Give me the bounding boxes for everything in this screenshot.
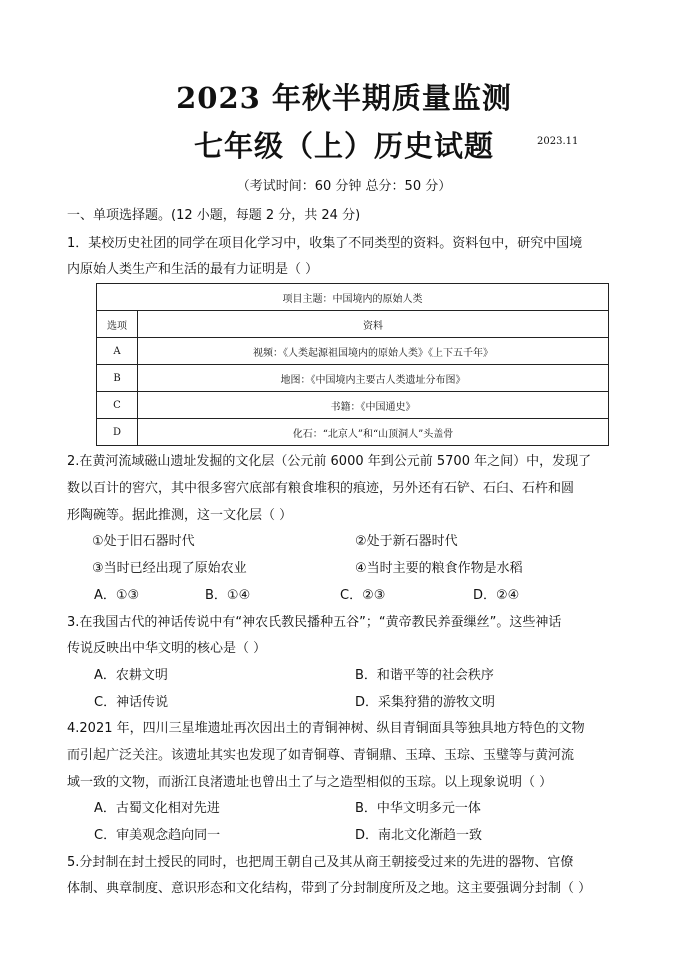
table-row bbox=[97, 311, 609, 338]
q2-item-1: ①处于旧石器时代 bbox=[92, 534, 195, 549]
q3-option-d: D．采集狩猎的游牧文明 bbox=[355, 695, 496, 710]
table-cell-material: 书籍：《中国通史》 bbox=[138, 392, 609, 419]
table-cell-option: B bbox=[97, 365, 138, 392]
q3-option-a: A．农耕文明 bbox=[94, 668, 168, 683]
q2-item-3: ③当时已经出现了原始农业 bbox=[92, 561, 247, 576]
q2-option-b: B．①④ bbox=[205, 588, 251, 603]
table-topic: 项目主题：中国境内的原始人类 bbox=[97, 284, 609, 311]
q4-option-b: B．中华文明多元一体 bbox=[355, 801, 481, 816]
q3-option-c: C．神话传说 bbox=[94, 695, 169, 710]
exam-title: 2023 年秋半期质量监测 bbox=[176, 81, 512, 115]
table-cell-option: A bbox=[97, 338, 138, 365]
question-4-line-3: 域一致的文物，而浙江良渚遗址也曾出土了与之造型相似的玉琮。以上现象说明（ ） bbox=[67, 775, 553, 790]
question-3-line-1: 3.在我国古代的神话传说中有“神农氏教民播种五谷”；“黄帝教民养蚕缫丝”。这些神话 bbox=[67, 615, 562, 630]
question-1-line-1: 1．某校历史社团的同学在项目化学习中，收集了不同类型的资料。资料包中，研究中国境 bbox=[67, 236, 583, 251]
table-cell-material: 视频：《人类起源祖国境内的原始人类》《上下五千年》 bbox=[138, 338, 609, 365]
table-header-material: 资料 bbox=[138, 311, 609, 338]
question-1-line-2: 内原始人类生产和生活的最有力证明是（ ） bbox=[67, 262, 319, 277]
q2-item-2: ②处于新石器时代 bbox=[355, 534, 458, 549]
question-2-line-2: 数以百计的窖穴，其中很多窖穴底部有粮食堆积的痕迹，另外还有石铲、石臼、石杵和圆 bbox=[67, 481, 575, 496]
table-cell-material: 化石：“北京人”和“山顶洞人”头盖骨 bbox=[138, 419, 609, 446]
table-row bbox=[97, 284, 609, 311]
exam-info: （考试时间：60 分钟 总分：50 分） bbox=[236, 179, 452, 194]
table-header-option: 选项 bbox=[97, 311, 138, 338]
question-2-line-3: 形陶碗等。据此推测，这一文化层（ ） bbox=[67, 508, 293, 523]
q4-option-d: D．南北文化渐趋一致 bbox=[355, 828, 483, 843]
table-row bbox=[97, 365, 609, 392]
q3-option-b: B．和谐平等的社会秩序 bbox=[355, 668, 494, 683]
q2-option-a: A．①③ bbox=[94, 588, 140, 603]
table-row bbox=[97, 392, 609, 419]
table-row bbox=[97, 419, 609, 446]
q2-item-4: ④当时主要的粮食作物是水稻 bbox=[355, 561, 523, 576]
exam-subtitle: 七年级（上）历史试题 bbox=[193, 129, 494, 163]
question-2-line-1: 2.在黄河流域磁山遗址发掘的文化层（公元前 6000 年到公元前 5700 年之间）中，发现了 bbox=[67, 454, 592, 469]
exam-date: 2023.11 bbox=[537, 136, 579, 147]
question-5-line-2: 体制、典章制度、意识形态和文化结构，带到了分封制度所及之地。这主要强调分封制（ ） bbox=[67, 881, 592, 896]
section-heading: 一、单项选择题。(12 小题，每题 2 分，共 24 分) bbox=[67, 208, 361, 223]
question-4-line-1: 4.2021 年，四川三星堆遗址再次因出土的青铜神树、纵目青铜面具等独具地方特色的文物 bbox=[67, 721, 585, 736]
question-4-line-2: 而引起广泛关注。该遗址其实也发现了如青铜尊、青铜鼎、玉璋、玉琮、玉璧等与黄河流 bbox=[67, 748, 575, 763]
question-5-line-1: 5.分封制在封土授民的同时，也把周王朝自己及其从商王朝接受过来的先进的器物、官僚 bbox=[67, 855, 574, 870]
table-row bbox=[97, 338, 609, 365]
q4-option-a: A．古蜀文化相对先进 bbox=[94, 801, 220, 816]
q1-source-table bbox=[96, 283, 609, 446]
q2-option-d: D．②④ bbox=[473, 588, 520, 603]
q4-option-c: C．审美观念趋向同一 bbox=[94, 828, 221, 843]
table-cell-option: D bbox=[97, 419, 138, 446]
question-3-line-2: 传说反映出中华文明的核心是（ ） bbox=[67, 641, 267, 656]
table-cell-material: 地图：《中国境内主要古人类遗址分布图》 bbox=[138, 365, 609, 392]
q2-option-c: C．②③ bbox=[340, 588, 386, 603]
table-cell-option: C bbox=[97, 392, 138, 419]
